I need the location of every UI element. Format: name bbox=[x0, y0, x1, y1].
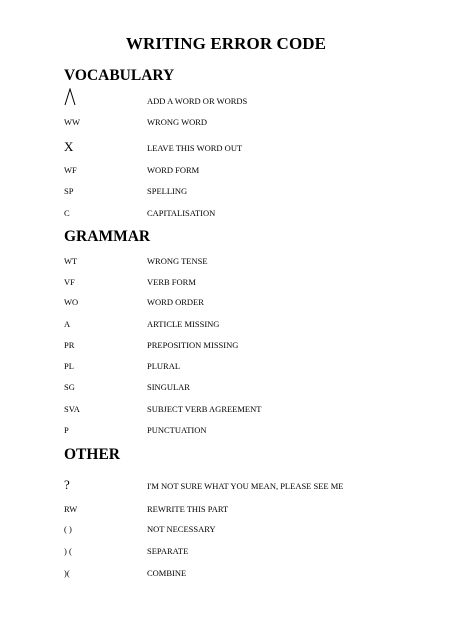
code-row bbox=[64, 139, 444, 157]
error-code: WT bbox=[64, 256, 78, 266]
code-description: WRONG TENSE bbox=[147, 256, 208, 266]
code-row bbox=[64, 524, 444, 538]
code-row bbox=[64, 256, 444, 270]
error-code: C bbox=[64, 208, 70, 218]
error-code: SVA bbox=[64, 404, 80, 414]
code-row bbox=[64, 504, 444, 518]
code-row bbox=[64, 425, 444, 439]
error-code: RW bbox=[64, 504, 78, 514]
code-row bbox=[64, 477, 444, 495]
code-description: REWRITE THIS PART bbox=[147, 504, 229, 514]
code-description: I'M NOT SURE WHAT YOU MEAN, PLEASE SEE ME bbox=[147, 481, 344, 491]
code-description: PREPOSITION MISSING bbox=[147, 340, 239, 350]
error-code: WW bbox=[64, 117, 81, 127]
error-code: A bbox=[64, 319, 71, 329]
code-row bbox=[64, 297, 444, 311]
code-description: LEAVE THIS WORD OUT bbox=[147, 143, 243, 153]
error-code: ( ) bbox=[64, 524, 72, 534]
code-row bbox=[64, 117, 444, 131]
code-description: WRONG WORD bbox=[147, 117, 208, 127]
page-title: WRITING ERROR CODE bbox=[125, 34, 327, 53]
code-row bbox=[64, 404, 444, 418]
code-row bbox=[64, 568, 444, 582]
error-code: PR bbox=[64, 340, 75, 350]
error-code: WF bbox=[64, 165, 77, 175]
error-code: PL bbox=[64, 361, 74, 371]
code-description: VERB FORM bbox=[147, 277, 196, 287]
error-code: X bbox=[64, 139, 74, 154]
code-row bbox=[64, 96, 444, 110]
code-row bbox=[64, 319, 444, 333]
error-code: P bbox=[64, 425, 69, 435]
section-heading-grammar: GRAMMAR bbox=[64, 228, 151, 245]
code-description: PUNCTUATION bbox=[147, 425, 207, 435]
section-heading-vocabulary: VOCABULARY bbox=[64, 67, 175, 84]
code-description: CAPITALISATION bbox=[147, 208, 216, 218]
code-description: SEPARATE bbox=[147, 546, 189, 556]
code-row bbox=[64, 186, 444, 200]
error-code: VF bbox=[64, 277, 75, 287]
insert-caret-icon bbox=[64, 88, 76, 106]
code-description: NOT NECESSARY bbox=[147, 524, 216, 534]
error-code: WO bbox=[64, 297, 79, 307]
error-code: ) ( bbox=[64, 546, 72, 556]
code-description: WORD FORM bbox=[147, 165, 200, 175]
code-row bbox=[64, 546, 444, 560]
code-description: SUBJECT VERB AGREEMENT bbox=[147, 404, 262, 414]
error-code: )( bbox=[64, 568, 70, 578]
code-row bbox=[64, 208, 444, 222]
code-description: PLURAL bbox=[147, 361, 181, 371]
error-code: SG bbox=[64, 382, 75, 392]
code-description: COMBINE bbox=[147, 568, 187, 578]
code-row bbox=[64, 165, 444, 179]
code-description: WORD ORDER bbox=[147, 297, 204, 307]
code-description: SPELLING bbox=[147, 186, 188, 196]
section-heading-other: OTHER bbox=[64, 446, 120, 463]
code-row bbox=[64, 361, 444, 375]
error-code: SP bbox=[64, 186, 74, 196]
code-description: ADD A WORD OR WORDS bbox=[147, 96, 248, 106]
code-row bbox=[64, 340, 444, 354]
code-row bbox=[64, 277, 444, 291]
code-row bbox=[64, 382, 444, 396]
code-description: SINGULAR bbox=[147, 382, 190, 392]
error-code: ? bbox=[64, 477, 70, 492]
code-description: ARTICLE MISSING bbox=[147, 319, 220, 329]
